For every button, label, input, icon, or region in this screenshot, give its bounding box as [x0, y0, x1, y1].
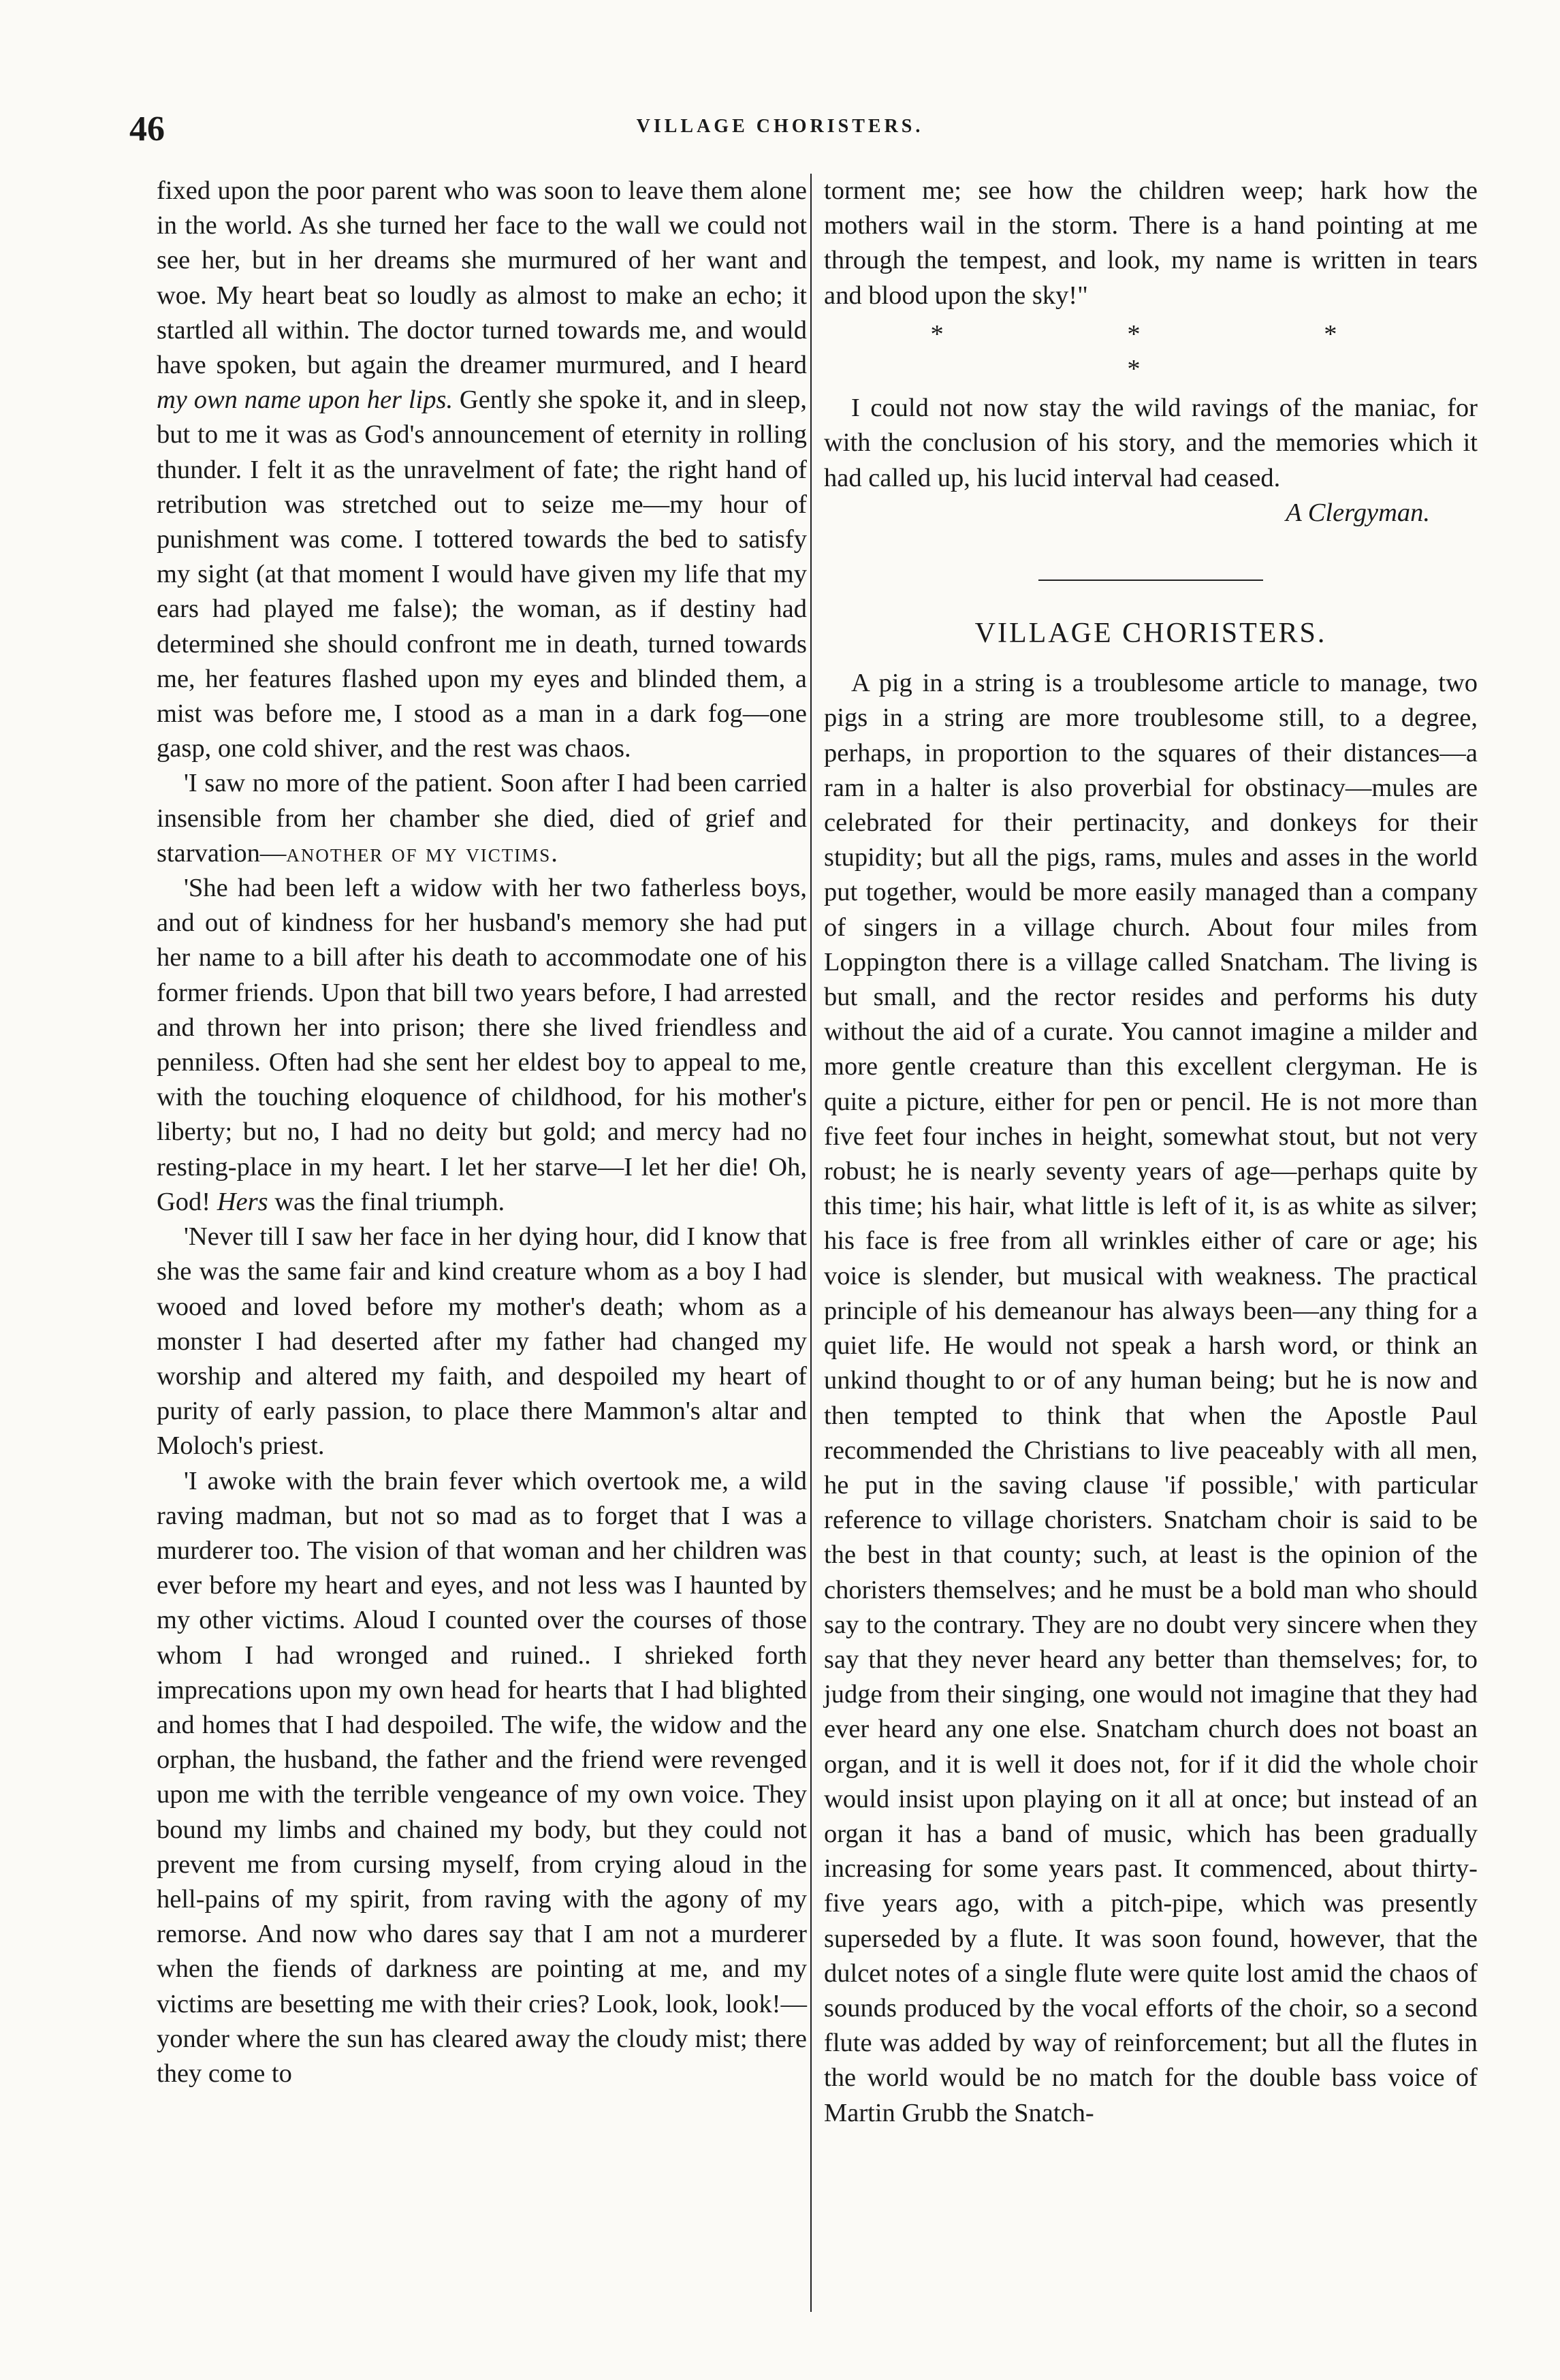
column-rule	[810, 174, 812, 2312]
section-stars: * * * *	[930, 319, 1426, 384]
page-number: 46	[129, 110, 165, 148]
running-head: VILLAGE CHORISTERS.	[636, 116, 924, 137]
section-divider	[1038, 580, 1263, 581]
right-column	[824, 174, 1478, 2131]
paragraph: A pig in a string is a troublesome article to manage, two pigs in a string are more troublesome still, to a degree, perhaps, in proportion to the squares of their distances—a ram in a halter is also proverbial for obstinacy—mules are celebrated for their pertinacity, and donkeys for their stupidity; but all the pigs, rams, mules and asses in the world put together, would be more easily managed than a company of singers in a village church. About four miles from Loppington there is a village called Snatcham. The living is but small, and the rector resides and performs his duty without the aid of a curate. You cannot imagine a milder and more gentle creature than this excellent clergyman. He is quite a picture, either for pen or pencil. He is not more than five feet four inches in height, somewhat stout, but not very robust; he is nearly seventy years of age—perhaps quite by this time; his hair, what little is left of it, is as white as silver; his face is free from all wrinkles either of care or age; his voice is slender, but musical with weakness. The practical principle of his demeanour has always been—any thing for a quiet life. He would not speak a harsh word, or think an unkind thought to or of any human being; but he is now and then tempted to think that when the Apostle Paul recommended the Christians to live peaceably with all men, he put in the saving clause 'if possible,' with particular reference to village choristers. Snatcham choir is said to be the best in that county; such, at least is the opinion of the choristers themselves; and he must be a bold man who should say to the contrary. They are no doubt very sincere when they say that they never heard any better than themselves; for, to judge from their singing, one would not imagine that they had ever heard any one else. Snatcham church does not boast an organ, and it is well it does not, for if it did the whole choir would insist upon playing on it all at once; but instead of an organ it has a band of music, which has been gradually increasing for some years past. It commenced, about thirty-five years ago, with a pitch-pipe, which was presently superseded by a flute. It was soon found, however, that the dulcet notes of a single flute were quite lost amid the chaos of sounds produced by the vocal efforts of the choir, so a second flute was added by way of reinforcement; but all the flutes in the world would be no match for the double bass voice of Martin Grubb the Snatch-	[824, 669, 1478, 2127]
paragraph: torment me; see how the children weep; hark how the mothers wail in the storm. There is a hand pointing at me through the tempest, and look, my name is written in tears and blood upon the sky!"	[824, 176, 1478, 310]
paragraph: 'Never till I saw her face in her dying hour, did I know that she was the same fair and kind creature whom as a boy I had wooed and loved before my mother's death; whom as a monster I had deserted after my father had changed my worship and altered my faith, and despoiled my heart of purity of early passion, to place there Mammon's altar and Moloch's priest.	[157, 1222, 807, 1461]
left-column	[157, 174, 807, 2091]
paragraph: 'I awoke with the brain fever which overtook me, a wild raving madman, but not so mad as to forget that I was a murderer too. The vision of that woman and her children was ever before my heart and eyes, and not less was I haunted by my other victims. Aloud I counted over the courses of those whom I had wronged and ruined.. I shrieked forth imprecations upon my own head for hearts that I had blighted and homes that I had despoiled. The wife, the widow and the orphan, the husband, the father and the friend were revenged upon me with the terrible vengeance of my own voice. They bound my limbs and chained my body, but they could not prevent me from cursing myself, from crying aloud in the hell-pains of my spirit, from raving with the agony of my remorse. And now who dares say that I am not a murderer when the fiends of darkness are pointing at me, and my victims are besetting me with their cries? Look, look, look!—yonder where the sun has cleared away the cloudy mist; there they come to	[157, 1466, 807, 2088]
signature: A Clergyman.	[1286, 498, 1430, 527]
paragraph: 'She had been left a widow with her two fatherless boys, and out of kindness for her husband's memory she had put her name to a bill after his death to accommodate one of his former friends. Upon that bill two years before, I had arrested and thrown her into prison; there she lived friendless and penniless. Often had she sent her eldest boy to appeal to me, with the touching eloquence of childhood, for his mother's liberty; but no, I had no deity but gold; and mercy had no resting-place in my heart. I let her starve—I let her die! Oh, God! Hers was the final triumph.	[157, 874, 807, 1216]
paragraph: I could not now stay the wild ravings of the maniac, for with the conclusion of his story, and the memories which it had called up, his lucid interval had ceased.	[824, 394, 1478, 492]
paragraph: 'I saw no more of the patient. Soon after I had been carried insensible from her chamber she died, died of grief and starvation—another of my victims.	[157, 769, 807, 868]
section-title: VILLAGE CHORISTERS.	[974, 618, 1327, 650]
paragraph: fixed upon the poor parent who was soon to leave them alone in the world. As she turned her face to the wall we could not see her, but in her dreams she murmured of her want and woe. My heart beat so loudly as almost to make an echo; it startled all within. The doctor turned towards me, and would have spoken, but again the dreamer murmured, and I heard my own name upon her lips. Gently she spoke it, and in sleep, but to me it was as God's announcement of eternity in rolling thunder. I felt it as the unravelment of fate; the right hand of retribution was stretched out to seize me—my hour of punishment was come. I tottered towards the bed to satisfy my sight (at that moment I would have given my life that my ears had played me false); the woman, as if destiny had determined she should confront me in death, turned towards me, her features flashed upon my eyes and blinded them, a mist was before me, I stood as a man in a dark fog—one gasp, one cold shiver, and the rest was chaos.	[157, 176, 807, 763]
